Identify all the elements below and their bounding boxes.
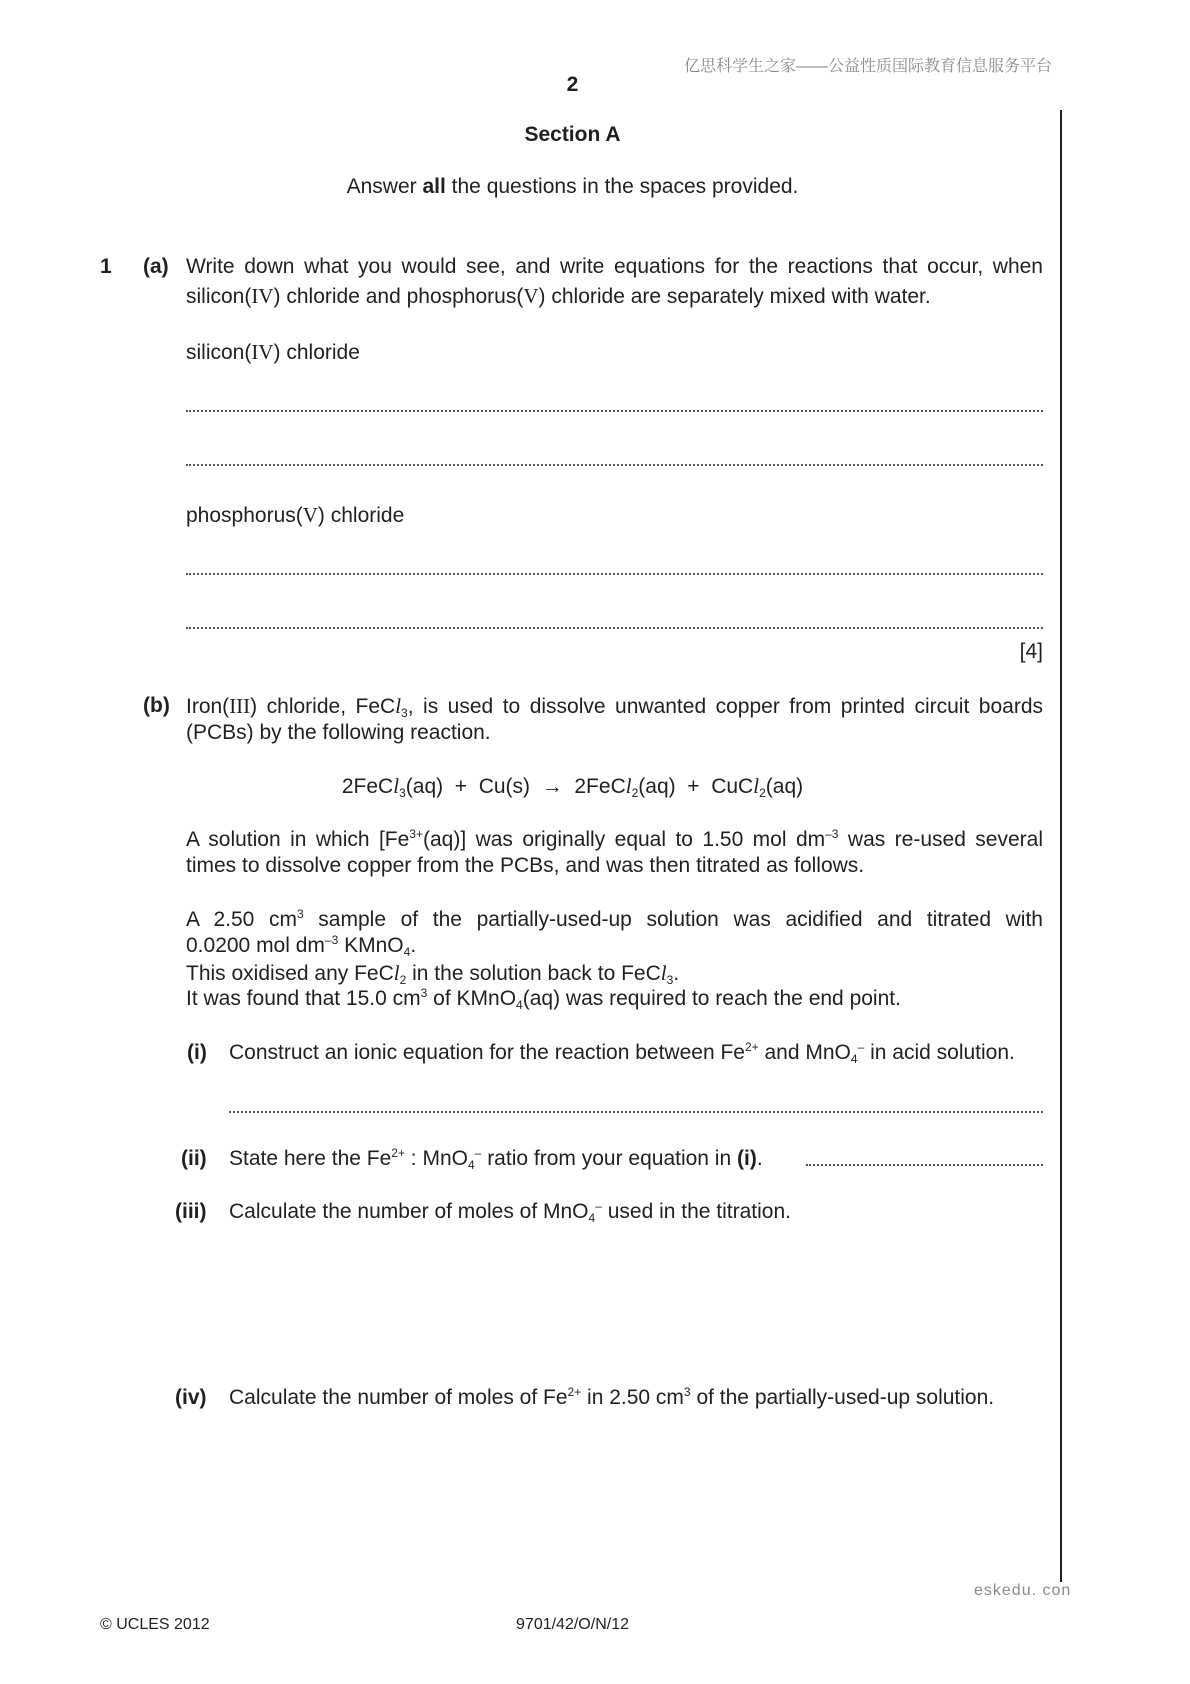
part-iii-text: Calculate the number of moles of MnO$_4$– used in the titration. [229, 1199, 792, 1225]
answer-line-phosphorus-2[interactable] [186, 615, 1043, 629]
answer-line-ii[interactable] [806, 1152, 1043, 1166]
footer-copyright: © UCLES 2012 [100, 1616, 210, 1633]
answer-line-i[interactable] [229, 1099, 1043, 1113]
part-iii-label: (iii) [175, 1200, 207, 1223]
question-number: 1 [100, 255, 112, 278]
page-number: 2 [566, 73, 579, 96]
part-iv-text: Calculate the number of moles of $Fe^{2+}$ in 2.50 $cm^3$ of the partially-used-up solution. [229, 1385, 995, 1409]
part-ii-label: (ii) [181, 1147, 207, 1170]
part-i-text: Construct an ionic equation for the reaction between $Fe^{2+}$ and MnO$_4$– in acid solution. [229, 1040, 1015, 1066]
part-b-intro-line1: Iron(III) chloride, FeCl$_3$, is used to dissolve unwanted copper from printed circuit boards [186, 694, 1043, 720]
answer-space-iv[interactable] [229, 1420, 1043, 1550]
answer-space-iii[interactable] [229, 1235, 1043, 1365]
part-iv-label: (iv) [175, 1386, 207, 1409]
part-b-intro-line2: (PCBs) by the following reaction. [186, 721, 491, 744]
silicon-label: silicon(IV) chloride [186, 340, 360, 364]
section-title: Section A [524, 123, 621, 146]
paragraph-sample-line2: 0.0200 mol $dm^{-3}$ KMnO$_4$. [186, 933, 417, 959]
part-ii-text: State here the $Fe^{2+}$ : MnO$_4$– ratio from your equation in (i). [229, 1146, 763, 1172]
paragraph-endpoint: It was found that 15.0 $cm^3$ of KMnO$_4$(aq) was required to reach the end point. [186, 986, 901, 1012]
paragraph-oxidised: This oxidised any FeCl$_2$ in the solution back to FeCl$_3$. [186, 961, 680, 987]
footer-site-watermark: eskedu. con [974, 1582, 1072, 1599]
margin-rule [1060, 110, 1062, 1582]
part-a-label: (a) [143, 255, 169, 278]
paragraph-solution-line1: A solution in which $[Fe^{3+}(aq)]$ was originally equal to 1.50 mol $dm^{-3}$ was re-used several [186, 827, 1043, 851]
paragraph-sample-line1: A 2.50 $cm^3$ sample of the partially-used-up solution was acidified and titrated with [186, 907, 1043, 931]
section-instruction: Answer all the questions in the spaces provided. [346, 175, 799, 198]
paragraph-solution-line2: times to dissolve copper from the PCBs, and was then titrated as follows. [186, 854, 865, 877]
footer-paper-code: 9701/42/O/N/12 [516, 1616, 629, 1633]
answer-line-silicon-1[interactable] [186, 398, 1043, 412]
part-i-label: (i) [187, 1041, 207, 1064]
part-a-text-line1: Write down what you would see, and write equations for the reactions that occur, when [186, 255, 1043, 278]
answer-line-silicon-2[interactable] [186, 452, 1043, 466]
reaction-equation: 2FeCl$_3$(aq) + Cu(s) → 2FeCl$_2$(aq) + CuCl$_2$(aq) [341, 774, 804, 800]
phosphorus-label: phosphorus(V) chloride [186, 503, 405, 527]
answer-line-phosphorus-1[interactable] [186, 561, 1043, 575]
header-watermark: 亿思科学生之家——公益性质国际教育信息服务平台 [684, 58, 1053, 75]
part-b-label: (b) [143, 694, 170, 717]
marks-a: [4] [1019, 640, 1043, 663]
part-a-text-line2: silicon(IV) chloride and phosphorus(V) chloride are separately mixed with water. [186, 284, 931, 308]
